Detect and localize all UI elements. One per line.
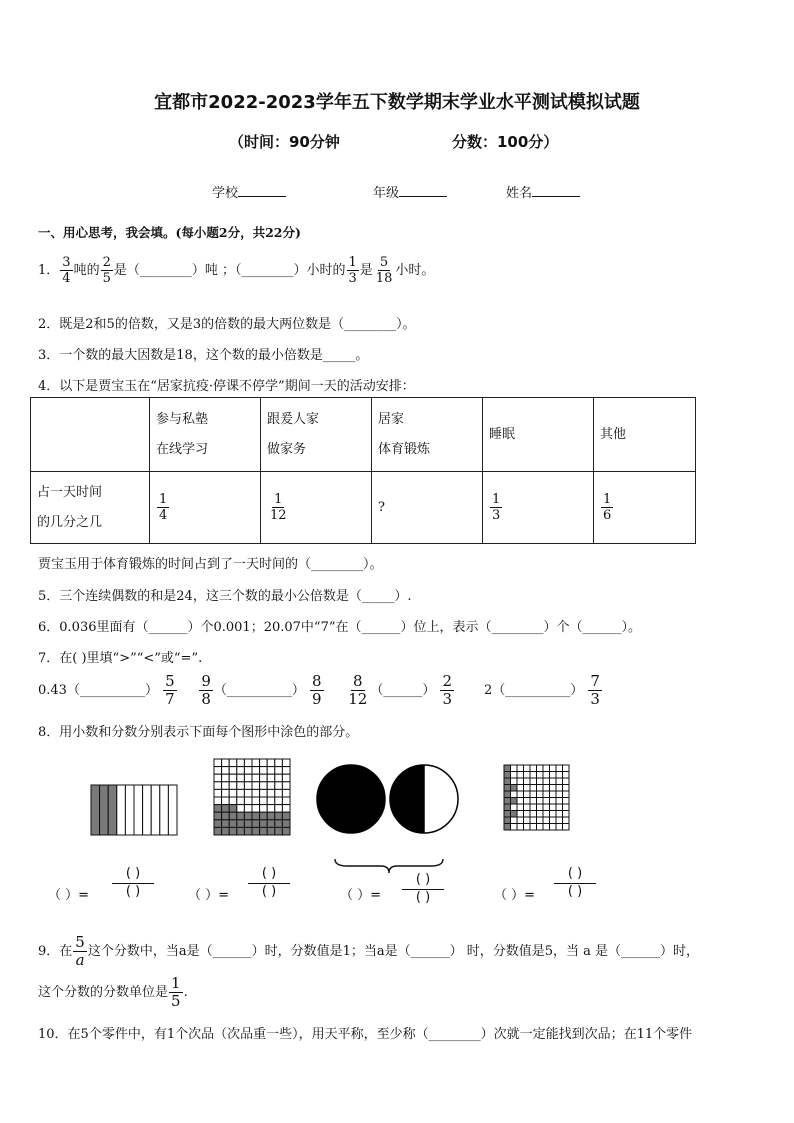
grid-cell [517,824,524,831]
grid-cell [229,759,237,767]
grid-cell [543,824,550,831]
grid-cell [543,791,550,798]
grid-cell [504,778,511,785]
section-heading: 一、用心思考，我会填。(每小题2分，共22分) [38,225,301,240]
grid-cell [530,811,537,818]
grid-cell [517,804,524,811]
grid-cell [550,811,557,818]
grid-cell [563,785,570,792]
grid-cell [550,804,557,811]
grid-cell [222,782,230,790]
answer-blank-4[interactable]: （ ）= [494,888,536,903]
grid-cell [537,811,544,818]
answer-fraction-1[interactable]: ( ) ( ) [112,866,154,899]
grid-cell [504,765,511,772]
figure-grid-100-a [213,758,291,836]
grid-cell [530,791,537,798]
grid-cell [282,774,290,782]
table-header-cell: 居家 体育锻炼 [372,398,483,472]
table-header-cell: 其他 [594,398,696,472]
grid-cell [222,812,230,820]
question-6: 6．0.036里面有（______）个0.001；20.07中“7”在（______）位上，表示（________）个（______）。 [38,620,641,635]
grid-cell [252,805,260,813]
grid-cell [222,827,230,835]
grid-cell [524,824,531,831]
grid-cell [530,785,537,792]
grid-cell [244,820,252,828]
grid-cell [267,820,275,828]
grid-cell [530,772,537,779]
grid-cell [556,798,563,805]
grid-cell [214,827,222,835]
grid-cell [252,767,260,775]
grid-cell [244,797,252,805]
question-7: 7．在( )里填“>”“<”或“=”. [38,651,203,666]
grid-cell [282,812,290,820]
answer-fraction-4[interactable]: ( ) ( ) [554,866,596,899]
grid-cell [275,820,283,828]
grid-cell [222,789,230,797]
grid-cell [244,805,252,813]
table-cell: ? [372,472,483,544]
grid-cell [244,812,252,820]
grid-cell [524,798,531,805]
grid-cell [517,772,524,779]
grid-cell [214,789,222,797]
grid-cell [222,759,230,767]
grid-cell [563,804,570,811]
question-10: 10．在5个零件中，有1个次品（次品重一些），用天平称，至少称（________）次就一定能找到次品；在11个零件 [38,1027,693,1042]
table-header-cell: 睡眠 [483,398,594,472]
grid-cell [537,778,544,785]
grid-cell [237,774,245,782]
grid-cell [524,785,531,792]
grid-cell [267,812,275,820]
grid-cell [275,782,283,790]
answer-blank-2[interactable]: （ ）= [188,888,230,903]
grid-cell [556,778,563,785]
grid-cell [267,827,275,835]
grid-cell [524,804,531,811]
circle-half-shaded [390,765,424,833]
grid-cell [282,820,290,828]
grid-cell [511,811,518,818]
grid-cell [252,789,260,797]
grid-cell [252,797,260,805]
compare-item-a: 0.43（__________） $\frac{5}{7}$ [38,672,175,708]
grid-cell [237,827,245,835]
answer-blank-1[interactable]: （ ）= [48,888,90,903]
grid-cell [511,765,518,772]
grid-cell [524,778,531,785]
grid-cell [275,789,283,797]
grid-cell [267,805,275,813]
grid-cell [267,782,275,790]
grid-cell [229,789,237,797]
question-4-followup: 贾宝玉用于体育锻炼的时间占到了一天时间的（________）。 [38,557,383,572]
grid-cell [504,804,511,811]
table-header-cell: 跟爰人家 做家务 [261,398,372,472]
grid-cell [563,772,570,779]
grid-cell [563,778,570,785]
grid-cell [275,827,283,835]
grid-cell [530,765,537,772]
question-9-cont: 这个分数的分数单位是 $\frac{1}{5}$ . [38,974,188,1010]
grid-cell [260,827,268,835]
question-2: 2．既是2和5的倍数，又是3的倍数的最大两位数是（________）。 [38,317,416,332]
grid-cell [524,772,531,779]
grid-cell [511,798,518,805]
grid-cell [275,812,283,820]
grid-cell [222,805,230,813]
grid-cell [282,767,290,775]
grid-cell [252,774,260,782]
grid-cell [244,767,252,775]
grid-cell [524,791,531,798]
table-cell: $\frac{1}{3}$ [483,472,594,544]
compare-item-b: $\frac{9}{8}$ （__________） $\frac{8}{9}$ [201,672,322,708]
figure-grid-100-b [503,764,571,832]
strip-cell [100,785,109,835]
grid-cell [260,774,268,782]
grid-cell [550,791,557,798]
grid-cell [530,817,537,824]
grid-cell [214,782,222,790]
grid-cell [214,767,222,775]
strip-cell [91,785,100,835]
grid-cell [229,782,237,790]
question-9: 9．在 $\frac{5}{a}$ 这个分数中，当a是（______）时，分数值是1；当a是（______） 时，分数值是5，当 a 是（______）时， [38,933,700,969]
score-label: 分数：100分） [452,133,559,151]
grid-cell [237,820,245,828]
school-field: 学校 [212,182,286,201]
grid-cell [537,785,544,792]
grid-cell [282,759,290,767]
grid-cell [563,811,570,818]
grid-cell [563,798,570,805]
grid-cell [222,767,230,775]
strip-cell [134,785,143,835]
grid-cell [517,785,524,792]
grid-cell [543,817,550,824]
strip-cell [168,785,177,835]
grid-cell [237,805,245,813]
grid-cell [563,824,570,831]
strip-cell [125,785,134,835]
grid-cell [244,774,252,782]
circle-full [317,765,385,833]
grid-cell [556,824,563,831]
grid-cell [282,782,290,790]
grid-cell [260,797,268,805]
grid-cell [524,811,531,818]
grid-cell [214,805,222,813]
grid-cell [543,798,550,805]
grid-cell [229,812,237,820]
table-header-cell: 参与私塾 在线学习 [150,398,261,472]
grid-cell [537,798,544,805]
grid-cell [524,765,531,772]
grid-cell [504,785,511,792]
grid-cell [556,811,563,818]
grid-cell [556,804,563,811]
grid-cell [511,772,518,779]
grid-cell [511,824,518,831]
grid-cell [214,774,222,782]
table-cell: $\frac{1}{6}$ [594,472,696,544]
grid-cell [282,805,290,813]
grid-cell [282,797,290,805]
question-8: 8．用小数和分数分别表示下面每个图形中涂色的部分。 [38,725,359,740]
grid-cell [222,774,230,782]
question-5: 5．三个连续偶数的和是24，这三个数的最小公倍数是（_____）. [38,589,412,604]
table-row [31,398,696,472]
grid-cell [550,824,557,831]
grid-cell [537,817,544,824]
grid-cell [550,778,557,785]
compare-row [38,674,603,707]
grid-cell [556,765,563,772]
grid-cell [504,772,511,779]
grid-cell [252,782,260,790]
grid-cell [237,759,245,767]
grid-cell [563,817,570,824]
grid-cell [530,778,537,785]
question-3: 3．一个数的最大因数是18，这个数的最小倍数是_____。 [38,348,369,363]
grid-cell [229,827,237,835]
grid-cell [275,759,283,767]
grid-cell [237,789,245,797]
grid-cell [543,765,550,772]
grid-cell [511,817,518,824]
strip-cell [143,785,152,835]
grid-cell [537,791,544,798]
grid-cell [244,782,252,790]
grid-cell [214,797,222,805]
grid-cell [237,812,245,820]
figure-bar-strips [90,784,178,836]
grid-cell [282,789,290,797]
grid-cell [260,759,268,767]
compare-item-d: 2（__________） $\frac{7}{3}$ [483,672,600,708]
grid-cell [260,820,268,828]
grid-cell [517,765,524,772]
grid-cell [543,778,550,785]
grid-cell [229,820,237,828]
grid-cell [282,827,290,835]
grid-cell [550,785,557,792]
grid-cell [222,797,230,805]
grid-cell [267,759,275,767]
compare-item-c: $\frac{8}{12}$ （______） $\frac{2}{3}$ [348,672,453,708]
question-1: 1． $\frac{3}{4}$ 吨的 $\frac{2}{5}$ 是（________）吨 ；（________）小时的 $\frac{1}{3}$ 是 $\frac{5}{18}$ 小时。 [38,255,435,286]
grid-cell [267,767,275,775]
grid-cell [543,804,550,811]
grid-cell [504,824,511,831]
grid-cell [267,797,275,805]
grid-cell [537,824,544,831]
grid-cell [275,774,283,782]
grid-cell [504,811,511,818]
grid-cell [550,798,557,805]
grid-cell [530,824,537,831]
grid-cell [511,804,518,811]
grid-cell [563,765,570,772]
grid-cell [252,812,260,820]
grid-cell [504,798,511,805]
grid-cell [237,782,245,790]
grid-cell [260,782,268,790]
name-field: 姓名 [506,182,580,201]
strip-cell [160,785,169,835]
grid-cell [267,774,275,782]
table-row [31,472,696,544]
strip-cell [151,785,160,835]
schedule-table [30,397,696,544]
grid-cell [517,798,524,805]
grid-cell [252,759,260,767]
grid-cell [543,772,550,779]
grid-cell [260,812,268,820]
grid-cell [556,772,563,779]
grid-cell [244,789,252,797]
strip-cell [108,785,117,835]
grid-cell [237,767,245,775]
grid-cell [214,812,222,820]
grid-cell [511,785,518,792]
grade-field: 年级 [373,182,447,201]
grid-cell [252,827,260,835]
table-row-label: 占一天时间 的几分之几 [31,472,150,544]
grid-cell [543,785,550,792]
grid-cell [504,791,511,798]
grid-cell [222,820,230,828]
strip-cell [117,785,126,835]
grid-cell [537,804,544,811]
grid-cell [517,778,524,785]
grid-cell [252,820,260,828]
grid-cell [275,767,283,775]
grid-cell [504,817,511,824]
grid-cell [260,789,268,797]
grid-cell [543,811,550,818]
grid-cell [563,791,570,798]
question-4: 4．以下是贾宝玉在“居家抗疫·停课不停学”期间一天的活动安排： [38,379,415,394]
table-header-cell [31,398,150,472]
time-label: （时间：90分钟 [229,133,340,151]
grid-cell [550,817,557,824]
grid-cell [550,765,557,772]
grid-cell [517,791,524,798]
grid-cell [537,772,544,779]
grid-cell [275,797,283,805]
grid-cell [229,797,237,805]
grid-cell [517,811,524,818]
grid-cell [537,765,544,772]
grid-cell [260,767,268,775]
grid-cell [517,817,524,824]
grid-cell [275,805,283,813]
grid-cell [530,798,537,805]
grid-cell [556,791,563,798]
grid-cell [524,817,531,824]
answer-fraction-2[interactable]: ( ) ( ) [248,866,290,899]
table-cell: $\frac{1}{12}$ [261,472,372,544]
grid-cell [229,805,237,813]
grid-cell [244,759,252,767]
page-title: 宜都市2022-2023学年五下数学期末学业水平测试模拟试题 [154,92,640,113]
grid-cell [214,759,222,767]
grid-cell [244,827,252,835]
grid-cell [214,820,222,828]
answer-blank-3[interactable]: （ ）= [340,888,382,903]
grid-cell [530,804,537,811]
grid-cell [511,778,518,785]
grid-cell [511,791,518,798]
grid-cell [237,797,245,805]
table-cell: $\frac{1}{4}$ [150,472,261,544]
grid-cell [229,767,237,775]
grid-cell [550,772,557,779]
grid-cell [267,789,275,797]
grid-cell [556,785,563,792]
grid-cell [229,774,237,782]
grid-cell [556,817,563,824]
grid-cell [260,805,268,813]
figure-circles [316,764,472,836]
answer-fraction-3[interactable]: ( ) ( ) [402,872,444,905]
